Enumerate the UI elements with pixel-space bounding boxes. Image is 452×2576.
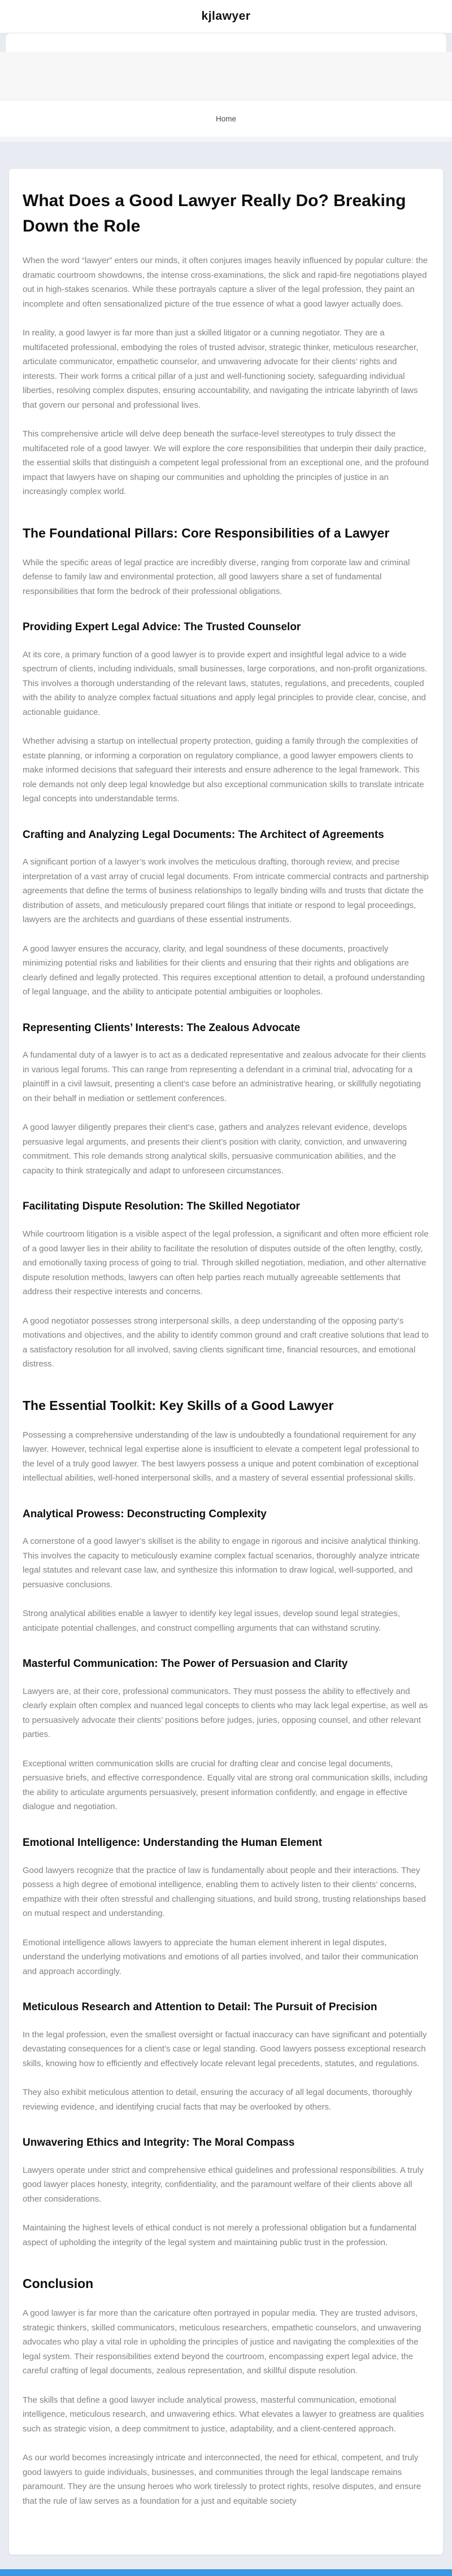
article-section-heading: The Essential Toolkit: Key Skills of a Good Lawyer [23,1398,334,1413]
article-paragraph: At its core, a primary function of a good lawyer is to provide expert and insightful legal advice to a wide spectrum of clients, including individuals, small businesses, large corporations, and non-profit organizations. This involves a thorough understanding of the relevant laws, statutes, regulations, and precedents, coupled with the ability to analyze complex factual situations and apply legal principles to provide clear, concise, and actionable guidance. [23,649,428,717]
article-body [23,254,429,2508]
article-paragraph: Possessing a comprehensive understanding of the law is undoubtedly a foundational requirement for any lawyer. However, technical legal expertise alone is insufficient to elevate a competent legal professional to the level of a truly good lawyer. The best lawyers possess a unique and potent combination of exceptional intellectual abilities, well-honed interpersonal skills, and a mastery of several essential professional skills. [23,1430,419,1483]
article-paragraph: A good negotiator possesses strong interpersonal skills, a deep understanding of the opposing party’s motivations and objectives, and the ability to identify common ground and craft creative solutions that lead to a satisfactory resolution for all involved, saving clients significant time, financial resources, and emotional distress. [23,1316,429,1369]
article-title: What Does a Good Lawyer Really Do? Breaking Down the Role [23,191,406,235]
article-paragraph: A good lawyer is far more than the caricature often portrayed in popular media. They are trusted advisors, strategic thinkers, skilled communicators, meticulous researchers, empathetic counselors, and unwavering advocates who play a vital role in upholding the principles of justice and navigating the complexities of the legal system. Their responsibilities extend beyond the courtroom, encompassing expert legal advice, the careful crafting of legal documents, zealous representation, and skillful dispute resolution. [23,2308,421,2376]
article-paragraph: A cornerstone of a good lawyer’s skillset is the ability to engage in rigorous and incisive analytical thinking. This involves the capacity to meticulously examine complex factual scenarios, thoroughly analyze intricate legal statutes and relevant case law, and synthesize this information to draw logical, well-supported, and persuasive conclusions. [23,1536,421,1590]
article-paragraph: In reality, a good lawyer is far more than just a skilled litigator or a cunning negotiator. They are a multifaceted professional, embodying the roles of trusted advisor, strategic thinker, meticulous researcher, articulate communicator, empathetic counselor, and unwavering advocate for their clients’ rights and interests. Their work forms a critical pillar of a just and well-functioning society, safeguarding individual liberties, resolving complex disputes, ensuring accountability, and navigating the intricate labyrinth of laws that govern our personal and professional lives. [23,328,419,410]
article-paragraph: Lawyers operate under strict and comprehensive ethical guidelines and professional responsibilities. A truly good lawyer places honesty, integrity, confidentiality, and the paramount welfare of their clients above all other considerations. [23,2165,424,2204]
article-subsection-heading: Meticulous Research and Attention to Detail: The Pursuit of Precision [23,2001,377,2014]
main-content [0,142,452,2569]
site-header [0,0,452,33]
article-paragraph: Whether advising a startup on intellectual property protection, guiding a family through the complexities of estate planning, or informing a corporation on regulatory compliance, a good lawyer empowers clients to make informed decisions that safeguard their interests and ensure adherence to the legal framework. This role demands not only deep legal knowledge but also exceptional communication skills to translate intricate legal concepts into understandable terms. [23,736,424,804]
article-subsection-heading: Unwavering Ethics and Integrity: The Moral Compass [23,2137,295,2149]
article-paragraph: Lawyers are, at their core, professional communicators. They must possess the ability to effectively and clearly explain often complex and nuanced legal concepts to clients who may lack legal expertise, as well as to persuasively advocate their clients’ positions before judges, juries, opposing counsel, and other relevant parties. [23,1686,428,1740]
banner-placeholder [5,33,447,52]
article-section-heading: The Foundational Pillars: Core Responsibilities of a Lawyer [23,525,390,540]
article-card [9,169,443,2555]
article-subsection-heading: Representing Clients’ Interests: The Zealous Advocate [23,1021,301,1034]
nav-divider-strip [0,137,452,142]
article-paragraph: As our world becomes increasingly intricate and interconnected, the need for ethical, competent, and truly good lawyers to guide individuals, businesses, and communities through the legal landscape remains paramount. They are the unsung heroes who work tirelessly to protect rights, resolve disputes, and ensure that the rule of law serves as a foundation for a just and equitable society [23,2453,421,2506]
article-subsection-heading: Emotional Intelligence: Understanding the Human Element [23,1836,322,1849]
article-paragraph: A good lawyer diligently prepares their client’s case, gathers and analyzes relevant evidence, develops persuasive legal arguments, and presents their client’s position with clarity, conviction, and unwavering commitment. This role demands strong analytical skills, persuasive communication abilities, and the capacity to think strategically and adapt to unforeseen circumstances. [23,1123,407,1176]
article-subsection-heading: Analytical Prowess: Deconstructing Complexity [23,1508,267,1520]
article-subsection-heading: Facilitating Dispute Resolution: The Skilled Negotiator [23,1200,300,1213]
article-paragraph: The skills that define a good lawyer include analytical prowess, masterful communication, emotional intelligence, meticulous research, and unwavering ethics. What elevates a lawyer to greatness are qualities such as strategic vision, a deep commitment to justice, adaptability, and a client-centered approach. [23,2395,424,2434]
article-paragraph: Good lawyers recognize that the practice of law is fundamentally about people and their interactions. They possess a high degree of emotional intelligence, enabling them to actively listen to their clients’ concerns, empathize with their often stressful and challenging situations, and build strong, trusting relationships based on mutual respect and understanding. [23,1865,426,1919]
article-paragraph: In the legal profession, even the smallest oversight or factual inaccuracy can have significant and potentially devastating consequences for a client’s case or legal standing. Good lawyers possess exceptional research skills, knowing how to efficiently and effectively locate relevant legal precedents, statutes, and regulations. [23,2029,427,2068]
nav-home-link[interactable]: Home [215,114,236,123]
article-paragraph: Emotional intelligence allows lawyers to appreciate the human element inherent in legal disputes, understand the underlying motivations and emotions of all parties involved, and tailor their communication and approach accordingly. [23,1937,419,1976]
article-paragraph: A good lawyer ensures the accuracy, clarity, and legal soundness of these documents, proactively minimizing potential risks and liabilities for their clients and ensuring that their rights and obligations are clearly defined and legally protected. This requires exceptional attention to detail, a profound understanding of legal language, and the ability to anticipate potential ambiguities or loopholes. [23,944,425,997]
article-paragraph: While the specific areas of legal practice are incredibly diverse, ranging from corporate law and criminal defense to family law and environmental protection, all good lawyers share a set of fundamental responsibilities that form the bedrock of their professional obligations. [23,557,410,596]
site-title: kjlawyer [201,10,251,23]
article-section-heading: Conclusion [23,2276,94,2291]
article-paragraph: Strong analytical abilities enable a lawyer to identify key legal issues, develop sound legal strategies, anticipate potential challenges, and construct compelling arguments that can withstand scrutiny. [23,1609,400,1633]
main-nav [0,101,452,137]
article-paragraph: When the word “lawyer” enters our minds, it often conjures images heavily influenced by popular culture: the dramatic courtroom showdowns, the intense cross-examinations, the slick and rapid-fire negotiations played out in high-stakes scenarios. While these portrayals capture a sliver of the legal profession, they paint an incomplete and often sensationalized picture of the true essence of what a good lawyer actually does. [23,256,428,309]
article-paragraph: A fundamental duty of a lawyer is to act as a dedicated representative and zealous advocate for their clients in various legal forums. This can range from representing a defendant in a criminal trial, advocating for a plaintiff in a civil lawsuit, presenting a client’s case before an administrative hearing, or skillfully negotiating on their behalf in mediation or settlement conferences. [23,1050,426,1103]
article-paragraph: This comprehensive article will delve deep beneath the surface-level stereotypes to truly dissect the multifaceted role of a good lawyer. We will explore the core responsibilities that underpin their daily practice, the essential skills that distinguish a competent legal professional from an exceptional one, and the profound impact that lawyers have on shaping our communities and upholding the principles of justice in an increasingly complex world. [23,429,429,496]
article-paragraph: Maintaining the highest levels of ethical conduct is not merely a professional obligation but a fundamental aspect of upholding the integrity of the legal system and maintaining public trust in the profession. [23,2223,417,2247]
banner-inner-area [0,52,452,101]
article-paragraph: They also exhibit meticulous attention to detail, ensuring the accuracy of all legal documents, thoroughly reviewing evidence, and identifying crucial facts that may be overlooked by others. [23,2088,412,2112]
article-subsection-heading: Masterful Communication: The Power of Persuasion and Clarity [23,1658,348,1670]
article-subsection-heading: Crafting and Analyzing Legal Documents: The Architect of Agreements [23,828,384,841]
article-paragraph: Exceptional written communication skills are crucial for drafting clear and concise legal documents, persuasive briefs, and effective correspondence. Equally vital are strong oral communication skills, including the ability to articulate arguments persuasively, present information confidently, and engage in effective dialogue and negotiation. [23,1758,428,1812]
article-paragraph: A significant portion of a lawyer’s work involves the meticulous drafting, thorough review, and precise interpretation of a vast array of crucial legal documents. From intricate commercial contracts and partnership agreements that define the terms of business relationships to legally binding wills and trusts that dictate the distribution of assets, and meticulously prepared court filings that initiate or respond to legal proceedings, lawyers are the architects and guardians of these essential instruments. [23,857,429,925]
article-paragraph: While courtroom litigation is a visible aspect of the legal profession, a significant and often more efficient role of a good lawyer lies in their ability to facilitate the resolution of disputes outside of the often lengthy, costly, and emotionally taxing process of going to trial. Through skilled negotiation, mediation, and other alternative dispute resolution methods, lawyers can often help parties reach mutually agreeable settlements that address their respective interests and concerns. [23,1229,429,1297]
article-subsection-heading: Providing Expert Legal Advice: The Trusted Counselor [23,621,301,634]
footer-bar [0,2569,452,2576]
